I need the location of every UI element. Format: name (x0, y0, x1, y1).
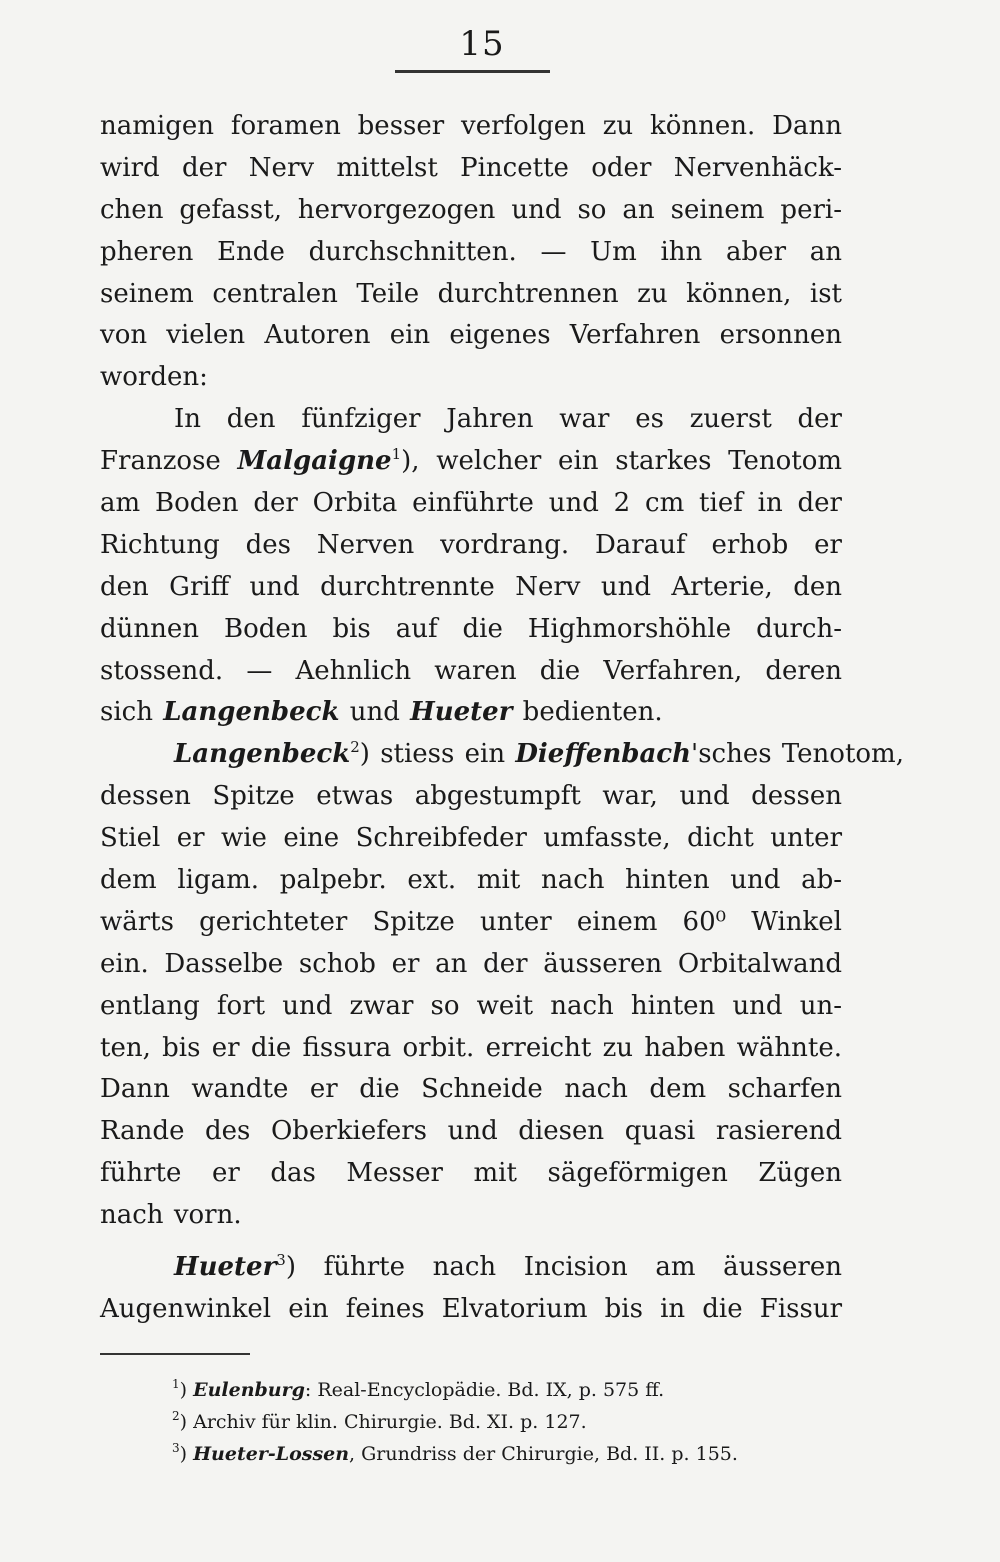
author-name: Hueter (410, 697, 513, 728)
text-span: ) führte nach Incision am äusseren (285, 1252, 842, 1283)
footnote-text: , Grundriss der Chirurgie, Bd. II. p. 155. (349, 1443, 738, 1465)
text-span: und (339, 697, 411, 728)
text-line: ein. Dasselbe schob er an der äusseren Orbitalwand (100, 948, 842, 979)
text-line: führte er das Messer mit sägeförmigen Zügen (100, 1158, 842, 1189)
author-name: Dieffenbach (515, 739, 692, 770)
text-line: pheren Ende durchschnitten. — Um ihn aber an (100, 236, 842, 267)
text-line (100, 441, 842, 483)
author-name: Langenbeck (163, 697, 340, 728)
footnote-text: ) Archiv für klin. Chirurgie. Bd. XI. p. 127. (179, 1411, 587, 1433)
text-line (100, 692, 842, 734)
page-number: 15 (459, 24, 505, 64)
body-text (100, 106, 904, 1331)
footnote (172, 1374, 872, 1406)
paragraph (100, 106, 842, 399)
text-line: ten, bis er die fissura orbit. erreicht zu haben wähnte. (100, 1032, 842, 1063)
text-line (100, 734, 904, 776)
footnotes (172, 1374, 872, 1470)
paragraph (100, 399, 842, 734)
footnote (172, 1438, 872, 1470)
text-span: bedienten. (512, 697, 663, 728)
text-span: ), welcher ein starkes Tenotom (401, 446, 843, 477)
text-line: dünnen Boden bis auf die Highmorshöhle durch- (100, 613, 842, 644)
text-span: Franzose (100, 446, 238, 477)
text-span: ) (179, 1443, 194, 1465)
author-name: Langenbeck (174, 739, 351, 770)
footnote (172, 1406, 872, 1438)
paragraph (100, 734, 904, 1237)
text-line: am Boden der Orbita einführte und 2 cm tief in der (100, 488, 842, 519)
footnote-author: Eulenburg (193, 1379, 305, 1401)
text-span: 'sches Tenotom, (691, 739, 904, 770)
text-line: dem ligam. palpebr. ext. mit nach hinten und ab- (100, 865, 842, 896)
paragraph (100, 1247, 842, 1331)
text-line: worden: (100, 362, 208, 393)
author-name: Malgaigne (237, 446, 392, 477)
text-line: den Griff und durchtrennte Nerv und Arterie, den (100, 571, 842, 602)
footnote-text: : Real-Encyclopädie. Bd. IX, p. 575 ff. (304, 1379, 665, 1401)
text-line (100, 1247, 842, 1289)
text-line: Augenwinkel ein feines Elvatorium bis in die Fissur (100, 1293, 842, 1324)
text-line: namigen foramen besser verfolgen zu können. Dann (100, 111, 842, 141)
footnote-rule (100, 1353, 250, 1355)
text-line: Rande des Oberkiefers und diesen quasi rasierend (100, 1116, 842, 1147)
author-name: Hueter (174, 1252, 277, 1283)
text-line: von vielen Autoren ein eigenes Verfahren ersonnen (100, 320, 842, 351)
text-span: ) (179, 1379, 194, 1401)
footnote-ref: 3 (276, 1251, 286, 1270)
footnote-author: Hueter-Lossen (193, 1443, 350, 1465)
text-line: Stiel er wie eine Schreibfeder umfasste, dicht unter (100, 823, 842, 854)
text-span: ) stiess ein (359, 739, 516, 770)
footnote-marker: 1 (172, 1377, 180, 1391)
footnote-ref: 1 (391, 445, 402, 464)
footnote-marker: 3 (172, 1441, 180, 1455)
text-span: sich (100, 697, 164, 728)
text-line: In den fünfziger Jahren war es zuerst der (174, 404, 842, 435)
text-line: Dann wandte er die Schneide nach dem scharfen (100, 1074, 842, 1105)
text-line: wärts gerichteter Spitze unter einem 60⁰ Winkel (100, 906, 842, 937)
text-line: wird der Nerv mittelst Pincette oder Nervenhäck- (100, 152, 842, 183)
text-line: Richtung des Nerven vordrang. Darauf erhob er (100, 529, 842, 560)
text-line: entlang fort und zwar so weit nach hinten und un- (100, 990, 842, 1021)
text-line: nach vorn. (100, 1200, 242, 1231)
text-line: chen gefasst, hervorgezogen und so an seinem peri- (100, 194, 842, 225)
text-line: dessen Spitze etwas abgestumpft war, und dessen (100, 781, 842, 812)
text-line: seinem centralen Teile durchtrennen zu können, ist (100, 278, 842, 309)
text-line: stossend. — Aehnlich waren die Verfahren, deren (100, 655, 842, 686)
header-rule (395, 70, 550, 73)
footnote-marker: 2 (172, 1409, 180, 1423)
footnote-ref: 2 (350, 738, 360, 757)
